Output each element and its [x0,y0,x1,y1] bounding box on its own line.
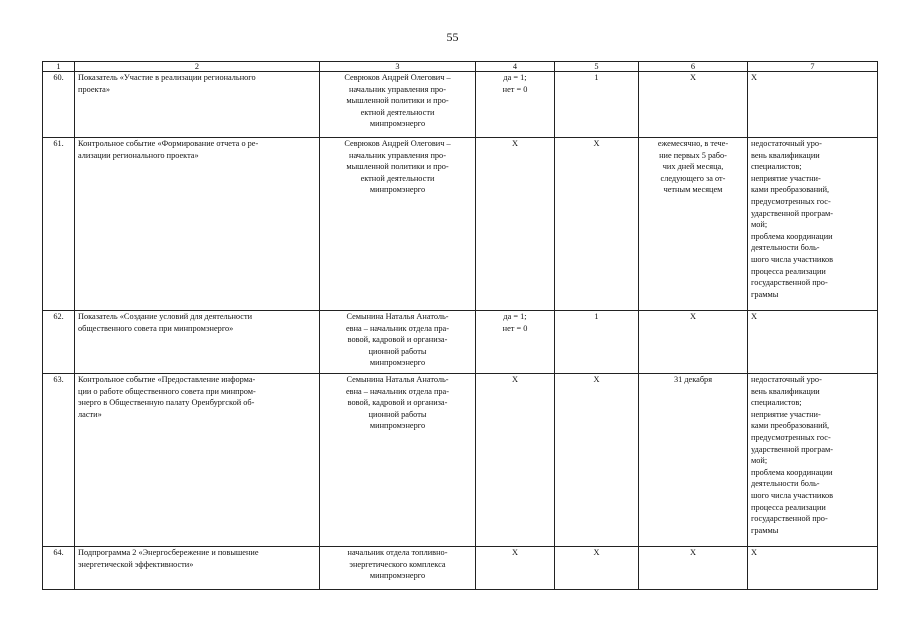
value-cell-line: нет = 0 [502,323,528,333]
risks-cell [748,138,878,311]
risks-cell [748,72,878,138]
responsible-person-line: минпромэнерго [369,571,426,581]
risks-cell-line: процесса реализации [751,266,826,276]
responsible-person-line: энергетического комплекса [349,559,446,569]
deadline-cell [639,374,748,547]
risks-cell-line: шого числа участников [751,254,834,264]
risks-cell-line: граммы [751,525,779,535]
event-name-line: Показатель «Участие в реализации регионального [78,73,256,82]
col5-cell-line: X [593,548,600,557]
table-body [43,62,878,590]
responsible-person-line: минпромэнерго [369,358,426,368]
event-name [75,547,320,590]
value-cell [476,138,555,311]
deadline-cell-line: следующего за от- [660,173,726,183]
plan-table [42,61,878,590]
risks-cell [748,374,878,547]
risks-cell-line: недостаточный уро- [751,139,822,148]
event-name-line: энерго в Общественную палату Оренбургской об- [78,398,255,408]
column-header: 3 [320,62,476,72]
event-name-line: энергетической эффективности» [78,559,194,569]
risks-cell-line: неприятие участни- [751,173,821,183]
responsible-person-line: Севрюков Андрей Олегович – [344,139,451,148]
column-header: 1 [43,62,75,72]
risks-cell-line: деятельности боль- [751,243,820,253]
row-number: 64. [43,547,75,590]
col5-cell [555,138,639,311]
responsible-person-line: Семынина Наталья Анатоль- [346,312,449,321]
value-cell [476,311,555,374]
event-name-line: Контрольное событие «Предоставление информа- [78,375,256,384]
value-cell [476,374,555,547]
event-name-line: Контрольное событие «Формирование отчета о ре- [78,139,259,148]
col5-cell-line: 1 [594,312,599,321]
responsible-person-line: минпромэнерго [369,421,426,431]
value-cell [476,547,555,590]
risks-cell [748,547,878,590]
responsible-person [320,311,476,374]
event-name-line: Подпрограмма 2 «Энергосбережение и повышение [78,548,259,557]
value-cell-line: X [512,548,518,557]
responsible-person [320,72,476,138]
responsible-person [320,374,476,547]
risks-cell-line: мой; [751,220,768,230]
table-row [43,138,878,311]
col5-cell [555,374,639,547]
risks-cell-line: проблема координации [751,231,833,241]
event-name-line: проекта» [78,84,111,94]
event-name [75,374,320,547]
row-number: 60. [43,72,75,138]
event-name-line: общественного совета при минпромэнерго» [78,323,234,333]
table-row [43,311,878,374]
event-name-line: ализации регионального проекта» [78,150,199,160]
risks-cell-line: деятельности боль- [751,479,820,489]
page-number: 55 [446,30,459,44]
risks-cell-line: ударственной програм- [751,444,834,454]
risks-cell-line: неприятие участни- [751,409,821,419]
event-name-line: Показатель «Создание условий для деятельности [78,312,253,321]
risks-cell-line: вень квалификации [751,386,820,396]
deadline-cell [639,311,748,374]
risks-cell-line: X [751,312,757,321]
responsible-person-line: мышленной политики и про- [346,162,449,172]
col5-cell-line: X [593,375,600,384]
risks-cell-line: ками преобразований, [751,185,830,195]
responsible-person-line: начальник отдела топливно- [347,548,448,557]
risks-cell-line: граммы [751,289,779,299]
event-name-line: ласти» [78,409,102,419]
column-header: 4 [476,62,555,72]
event-name [75,311,320,374]
responsible-person-line: минпромэнерго [369,185,426,195]
event-name [75,138,320,311]
risks-cell-line: процесса реализации [751,502,826,512]
risks-cell-line: ударственной програм- [751,208,834,218]
risks-cell-line: проблема координации [751,467,833,477]
col5-cell-line: 1 [594,73,599,82]
table-row [43,374,878,547]
risks-cell-line: недостаточный уро- [751,375,822,384]
responsible-person-line: Семынина Наталья Анатоль- [346,375,449,384]
value-cell-line: нет = 0 [502,84,528,94]
responsible-person-line: евна – начальник отдела пра- [345,323,450,333]
deadline-cell [639,72,748,138]
responsible-person [320,547,476,590]
responsible-person-line: начальник управления про- [349,150,446,160]
risks-cell-line: государственной про- [751,278,828,288]
responsible-person-line: евна – начальник отдела пра- [345,386,450,396]
value-cell-line: X [512,139,518,148]
risks-cell [748,311,878,374]
value-cell-line: X [512,375,518,384]
responsible-person-line: мышленной политики и про- [346,96,449,106]
deadline-cell-line: ежемесячно, в тече- [657,139,729,148]
value-cell-line: да = 1; [503,73,527,82]
deadline-cell [639,547,748,590]
responsible-person-line: начальник управления про- [349,84,446,94]
event-name [75,72,320,138]
responsible-person-line: ектной деятельности [360,107,435,117]
risks-cell-line: X [751,548,757,557]
responsible-person-line: Севрюков Андрей Олегович – [344,73,451,82]
value-cell [476,72,555,138]
deadline-cell-line: X [690,312,696,321]
risks-cell-line: специалистов; [751,162,802,172]
deadline-cell-line: X [690,73,696,82]
column-number-row [43,62,878,72]
deadline-cell-line: чих дней месяца, [662,162,724,172]
column-header: 6 [639,62,748,72]
row-number: 61. [43,138,75,311]
deadline-cell-line: четным месяцем [663,185,723,195]
deadline-cell-line: ние первых 5 рабо- [659,150,727,160]
responsible-person-line: минпромэнерго [369,119,426,129]
table-row [43,547,878,590]
col5-cell-line: X [593,139,600,148]
value-cell-line: да = 1; [503,312,527,321]
responsible-person [320,138,476,311]
row-number: 63. [43,374,75,547]
col5-cell [555,311,639,374]
risks-cell-line: мой; [751,456,768,466]
table-row [43,72,878,138]
responsible-person-line: ектной деятельности [360,173,435,183]
column-header: 2 [75,62,320,72]
risks-cell-line: X [751,73,757,82]
risks-cell-line: предусмотренных гос- [751,432,831,442]
event-name-line: ции о работе общественного совета при минпром- [78,386,256,396]
responsible-person-line: вовой, кадровой и организа- [347,335,448,345]
risks-cell-line: шого числа участников [751,490,834,500]
column-header: 5 [555,62,639,72]
responsible-person-line: вовой, кадровой и организа- [347,398,448,408]
risks-cell-line: государственной про- [751,514,828,524]
row-number: 62. [43,311,75,374]
responsible-person-line: ционной работы [368,409,427,419]
column-header: 7 [748,62,878,72]
deadline-cell-line: 31 декабря [673,375,713,384]
col5-cell [555,72,639,138]
risks-cell-line: вень квалификации [751,150,820,160]
deadline-cell [639,138,748,311]
risks-cell-line: ками преобразований, [751,421,830,431]
deadline-cell-line: X [690,548,696,557]
responsible-person-line: ционной работы [368,346,427,356]
risks-cell-line: специалистов; [751,398,802,408]
risks-cell-line: предусмотренных гос- [751,196,831,206]
col5-cell [555,547,639,590]
